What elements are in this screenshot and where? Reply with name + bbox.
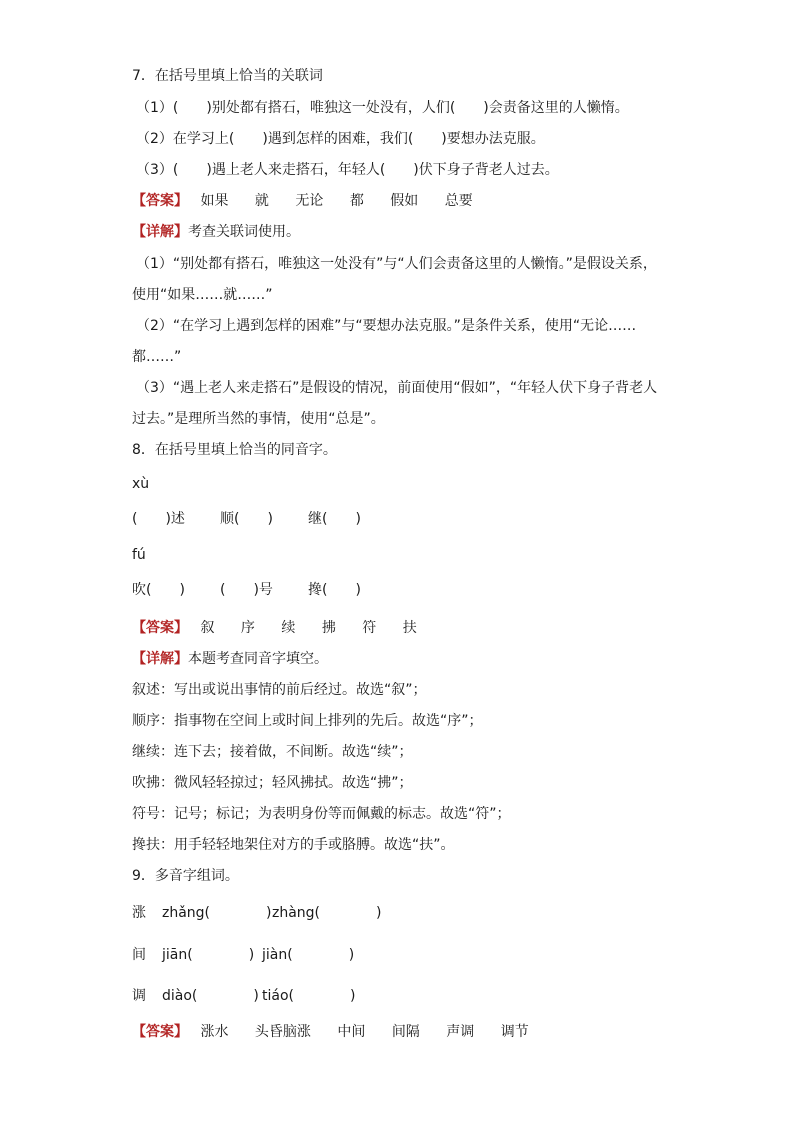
answer-word: 假如 bbox=[390, 193, 419, 209]
q9-title: 9．多音字组词。 bbox=[132, 868, 239, 884]
answer-tag: 【答案】 bbox=[132, 193, 188, 209]
detail-line: 都……” bbox=[132, 349, 182, 365]
detail-line: 过去。”是理所当然的事情，使用“总是”。 bbox=[132, 411, 385, 427]
pinyin-blank: zhàng( ) bbox=[272, 905, 382, 921]
detail-line: 搀扶：用手轻轻地架住对方的手或胳膊。故选“扶”。 bbox=[132, 837, 455, 853]
q9-row-3 bbox=[132, 986, 355, 1006]
detail-line: 符号：记号；标记；为表明身份等而佩戴的标志。故选“符”； bbox=[132, 806, 511, 822]
detail-tag: 【详解】 bbox=[132, 651, 188, 667]
q8-detail bbox=[132, 649, 328, 669]
answer-word: 符 bbox=[362, 620, 377, 636]
answer-word: 调节 bbox=[500, 1024, 529, 1040]
detail-line: 继续：连下去；接着做，不间断。故选“续”； bbox=[132, 744, 413, 760]
answer-word: 都 bbox=[349, 193, 364, 209]
answer-word: 拂 bbox=[321, 620, 336, 636]
answer-word: 涨水 bbox=[200, 1024, 229, 1040]
pinyin-blank: zhǎng( ) bbox=[162, 905, 272, 921]
q9-answer bbox=[132, 1022, 543, 1042]
q7-answer bbox=[132, 191, 487, 211]
pinyin-blank: jiān( ) bbox=[162, 947, 255, 963]
detail-line: 顺序：指事物在空间上或时间上排列的先后。故选“序”； bbox=[132, 713, 483, 729]
answer-tag: 【答案】 bbox=[132, 1024, 188, 1040]
answer-word: 中间 bbox=[337, 1024, 366, 1040]
q8-title: 8．在括号里填上恰当的同音字。 bbox=[132, 442, 337, 458]
poly-char: 间 bbox=[132, 947, 146, 963]
detail-tag: 【详解】 bbox=[132, 224, 188, 240]
detail-line: 吹拂：微风轻轻掠过；轻风拂拭。故选“拂”； bbox=[132, 775, 413, 791]
poly-char: 调 bbox=[132, 988, 146, 1004]
answer-word: 声调 bbox=[446, 1024, 475, 1040]
q8-pinyin-1: xù bbox=[132, 476, 150, 492]
detail-line: （1）“别处都有搭石，唯独这一处没有”与“人们会责备这里的人懒惰。”是假设关系， bbox=[136, 256, 657, 272]
detail-line: 使用“如果……就……” bbox=[132, 287, 273, 303]
q8-answer bbox=[132, 618, 431, 638]
pinyin-blank: jiàn( ) bbox=[262, 947, 355, 963]
q7-detail bbox=[132, 222, 300, 242]
detail-intro: 考查关联词使用。 bbox=[188, 224, 300, 240]
answer-tag: 【答案】 bbox=[132, 620, 188, 636]
q8-row-1 bbox=[132, 509, 361, 529]
q9-row-2 bbox=[132, 945, 354, 965]
blank-item: 搀( ) bbox=[308, 582, 361, 598]
pinyin-blank: diào( ) bbox=[162, 988, 259, 1004]
detail-line: 叙述：写出或说出事情的前后经过。故选“叙”； bbox=[132, 682, 427, 698]
detail-line: （2）“在学习上遇到怎样的困难”与“要想办法克服。”是条件关系，使用“无论…… bbox=[136, 318, 637, 334]
blank-item: ( )号 bbox=[220, 582, 273, 598]
answer-word: 续 bbox=[281, 620, 296, 636]
q7-item-1: （1）( )别处都有搭石，唯独这一处没有，人们( )会责备这里的人懒惰。 bbox=[136, 100, 629, 116]
answer-word: 就 bbox=[254, 193, 269, 209]
answer-word: 无论 bbox=[295, 193, 324, 209]
answer-word: 如果 bbox=[200, 193, 229, 209]
blank-item: ( )述 bbox=[132, 511, 185, 527]
q7-title: 7．在括号里填上恰当的关联词 bbox=[132, 68, 323, 84]
q7-item-2: （2）在学习上( )遇到怎样的困难，我们( )要想办法克服。 bbox=[136, 131, 545, 147]
blank-item: 继( ) bbox=[308, 511, 361, 527]
answer-word: 序 bbox=[240, 620, 255, 636]
answer-word: 头昏脑涨 bbox=[254, 1024, 311, 1040]
pinyin-blank: tiáo( ) bbox=[262, 988, 356, 1004]
answer-word: 间隔 bbox=[391, 1024, 420, 1040]
poly-char: 涨 bbox=[132, 905, 146, 921]
blank-item: 顺( ) bbox=[220, 511, 273, 527]
answer-word: 扶 bbox=[402, 620, 417, 636]
blank-item: 吹( ) bbox=[132, 582, 185, 598]
answer-word: 叙 bbox=[200, 620, 215, 636]
detail-line: （3）“遇上老人来走搭石”是假设的情况，前面使用“假如”，“年轻人伏下身子背老人 bbox=[136, 380, 658, 396]
q7-item-3: （3）( )遇上老人来走搭石，年轻人( )伏下身子背老人过去。 bbox=[136, 162, 559, 178]
answer-word: 总要 bbox=[444, 193, 473, 209]
q8-row-2 bbox=[132, 580, 361, 600]
detail-intro: 本题考查同音字填空。 bbox=[188, 651, 328, 667]
q9-row-1 bbox=[132, 903, 381, 923]
q8-pinyin-2: fú bbox=[132, 547, 146, 563]
